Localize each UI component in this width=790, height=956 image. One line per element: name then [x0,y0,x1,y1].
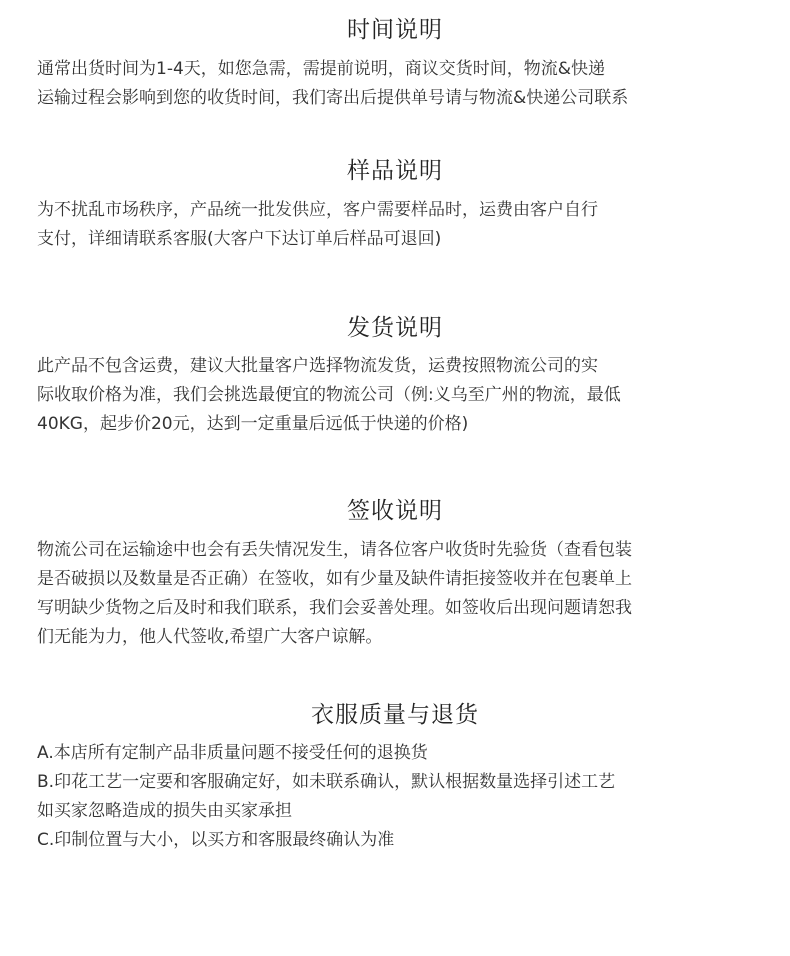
section-title: 时间说明 [347,17,443,43]
text-line: 支付，详细请联系客服(大客户下达订单后样品可退回) [37,229,442,249]
section-title: 发货说明 [347,315,443,341]
section-sample [0,155,790,187]
text-line: 为不扰乱市场秩序，产品统一批发供应，客户需要样品时，运费由客户自行 [37,200,598,220]
text-line: 物流公司在运输途中也会有丢失情况发生，请各位客户收货时先验货（查看包装 [37,540,632,560]
text-line: 此产品不包含运费，建议大批量客户选择物流发货，运费按照物流公司的实 [37,356,598,376]
section-title: 签收说明 [347,498,443,524]
text-line: B.印花工艺一定要和客服确定好，如未联系确认，默认根据数量选择引述工艺 [37,772,616,792]
text-line: 40KG，起步价20元，达到一定重量后远低于快递的价格) [37,414,469,434]
section-delivery [0,312,790,344]
section-title: 衣服质量与退货 [311,702,479,728]
text-line: 是否破损以及数量是否正确）在签收，如有少量及缺件请拒接签收并在包裹单上 [37,569,632,589]
text-line: C.印制位置与大小，以买方和客服最终确认为准 [37,830,395,850]
section-body [37,352,767,439]
section-body [37,55,767,113]
section-quality-returns [0,699,790,731]
section-body [37,739,767,855]
section-title: 样品说明 [347,158,443,184]
text-line: 运输过程会影响到您的收货时间，我们寄出后提供单号请与物流&快递公司联系 [37,88,629,108]
section-body [37,196,767,254]
section-shipping-time [0,14,790,46]
text-line: 如买家忽略造成的损失由买家承担 [37,801,292,821]
text-line: 际收取价格为准，我们会挑选最便宜的物流公司（例:义乌至广州的物流，最低 [37,385,621,405]
text-line: 通常出货时间为1-4天，如您急需，需提前说明，商议交货时间，物流&快递 [37,59,606,79]
text-line: A.本店所有定制产品非质量问题不接受任何的退换货 [37,743,428,763]
section-receipt [0,495,790,527]
text-line: 们无能为力，他人代签收,希望广大客户谅解。 [37,627,383,647]
section-body [37,536,767,652]
text-line: 写明缺少货物之后及时和我们联系，我们会妥善处理。如签收后出现问题请恕我 [37,598,632,618]
